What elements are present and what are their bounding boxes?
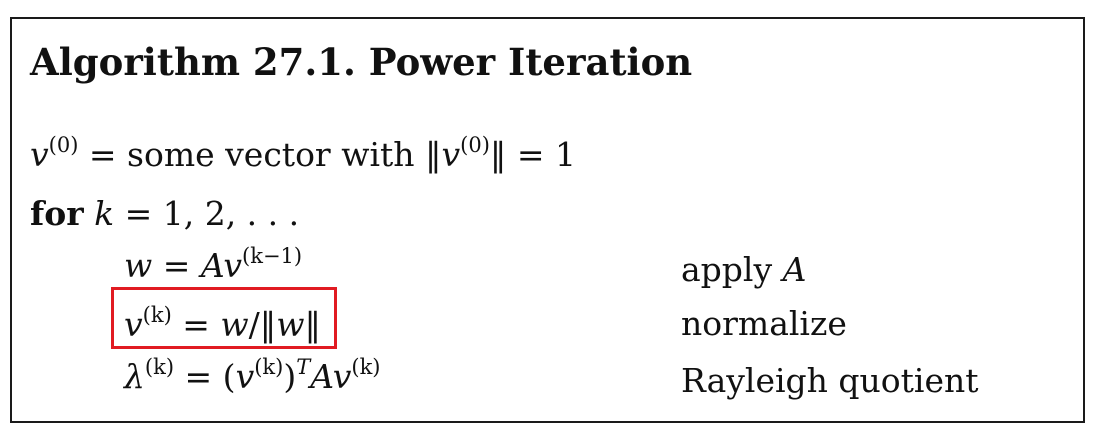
- comment-apply: [681, 250, 806, 290]
- A-symbol: A: [782, 250, 807, 289]
- apply-text: apply: [681, 250, 783, 289]
- equals: =: [152, 246, 201, 285]
- w-assign-line: [124, 246, 302, 286]
- transpose-superscript: [296, 355, 310, 379]
- init-end: ‖ = 1: [489, 135, 577, 174]
- superscript: (k): [351, 355, 381, 379]
- norm-close: ‖: [304, 305, 322, 344]
- for-range: = 1, 2, . . .: [114, 194, 300, 233]
- init-text: = some vector with ‖: [78, 135, 442, 174]
- A-symbol: A: [310, 357, 333, 396]
- norm-open: /‖: [248, 305, 277, 344]
- superscript: (k): [254, 355, 284, 379]
- algorithm-title: Algorithm 27.1. Power Iteration: [30, 40, 693, 84]
- init-line: [30, 135, 576, 175]
- for-line: [30, 194, 299, 234]
- v-symbol: v: [332, 357, 352, 396]
- superscript: (0): [48, 133, 79, 157]
- for-keyword: for: [30, 194, 84, 233]
- close-paren: ): [283, 357, 297, 396]
- superscript: (0): [460, 133, 490, 157]
- A-symbol: A: [200, 246, 224, 285]
- v-symbol: v: [223, 246, 243, 285]
- superscript: (k−1): [242, 244, 303, 268]
- v-symbol: v: [30, 135, 49, 174]
- lambda-symbol: λ: [124, 357, 145, 396]
- k-symbol: k: [94, 194, 115, 233]
- v-symbol: v: [124, 305, 143, 344]
- comment-normalize: normalize: [681, 304, 847, 343]
- w-symbol: w: [276, 305, 305, 344]
- equals-paren: = (: [174, 357, 236, 396]
- v-symbol: v: [441, 135, 461, 174]
- T-symbol: T: [296, 355, 311, 379]
- rayleigh-line: [124, 357, 381, 397]
- comment-rayleigh: Rayleigh quotient: [681, 361, 979, 400]
- v-symbol: v: [235, 357, 255, 396]
- superscript: (k): [142, 303, 172, 327]
- equals: =: [171, 305, 221, 344]
- w-symbol: w: [220, 305, 249, 344]
- w-symbol: w: [124, 246, 153, 285]
- superscript: (k): [144, 355, 175, 379]
- highlight-box: [111, 287, 337, 349]
